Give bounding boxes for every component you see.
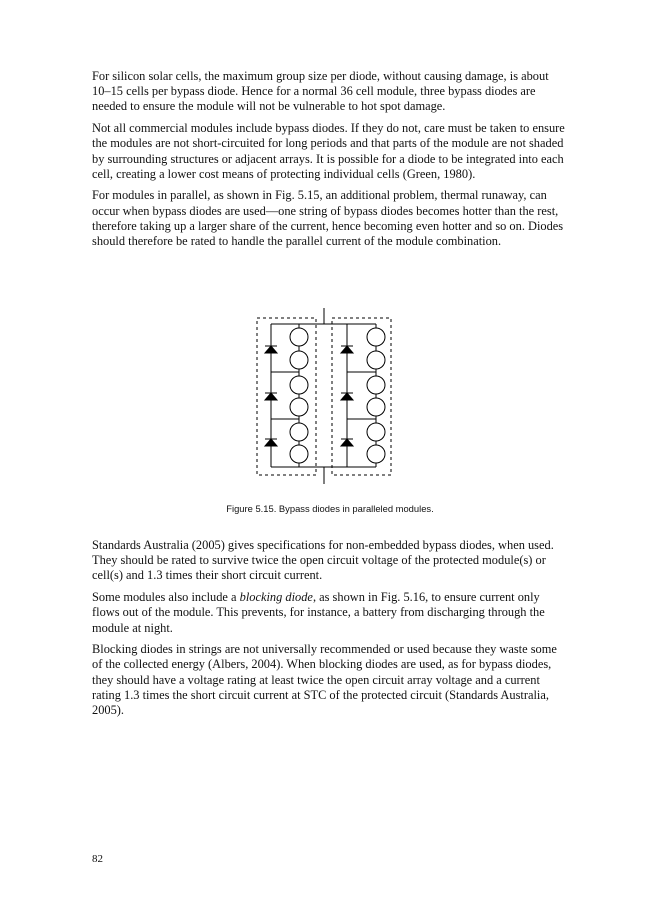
- solar-cell-left-1: [290, 328, 308, 346]
- bypass-diode-right-3-icon: [341, 439, 353, 446]
- solar-cell-right-4: [367, 398, 385, 416]
- blocking-text-after: , as shown in Fig. 5.16, to ensure current only flows out of the module. This prevents, for instance, a battery from discharging through the module at night.: [92, 590, 545, 635]
- solar-cell-left-3: [290, 376, 308, 394]
- body-text-top: [92, 69, 566, 256]
- paragraph-standards: Standards Australia (2005) gives specifications for non-embedded bypass diodes, when used. They should be rated to survive twice the open circuit voltage of the protected module(s) or cell(s) and 1.3 times their short circuit current.: [92, 538, 554, 583]
- bypass-diode-right-2-icon: [341, 393, 353, 400]
- solar-cell-left-5: [290, 423, 308, 441]
- body-text-bottom: [92, 538, 566, 725]
- module-left: [265, 324, 308, 467]
- solar-cell-right-6: [367, 445, 385, 463]
- blocking-text-before: Some modules also include a: [92, 590, 240, 605]
- solar-cell-right-2: [367, 351, 385, 369]
- bypass-diode-left-2-icon: [265, 393, 277, 400]
- module-right: [341, 324, 385, 467]
- solar-cell-right-3: [367, 376, 385, 394]
- bypass-diode-left-3-icon: [265, 439, 277, 446]
- paragraph-blocking-strings: Blocking diodes in strings are not universally recommended or used because they waste some of the collected energy (Albers, 2004). When blocking diodes are used, as for bypass diodes, they should have a voltage rating at least twice the open circuit array voltage and a current rating 1.3 times the short circuit current at STC of the protected circuit (Standards Australia, 2005).: [92, 642, 557, 718]
- solar-cell-left-2: [290, 351, 308, 369]
- figure-caption: Figure 5.15. Bypass diodes in paralleled modules.: [226, 503, 434, 514]
- solar-cell-right-5: [367, 423, 385, 441]
- blocking-diode-term: blocking diode: [239, 590, 313, 605]
- paragraph-blocking-diode: [92, 590, 566, 636]
- solar-cell-left-4: [290, 398, 308, 416]
- paragraph-bypass-group-size: For silicon solar cells, the maximum group size per diode, without causing damage, is about 10–15 cells per bypass diode. Hence for a normal 36 cell module, three bypass diodes are needed to ensure the module will not be vulnerable to hot spot damage.: [92, 69, 549, 114]
- solar-cell-right-1: [367, 328, 385, 346]
- paragraph-thermal-runaway: For modules in parallel, as shown in Fig. 5.15, an additional problem, thermal runaway, can occur when bypass diodes are used—one string of bypass diodes becomes hotter than the rest, therefore taking up a larger share of the current, hence becoming even hotter and so on. Diodes should therefore be rated to handle the parallel current of the module combination.: [92, 188, 564, 249]
- paragraph-commercial-modules: Not all commercial modules include bypass diodes. If they do not, care must be taken to ensure the modules are not short-circuited for long periods and that parts of the module are not shaded by surrounding structures or adjacent arrays. It is possible for a diode to be integrated into each cell, creating a lower cost means of protecting individual cells (Green, 1980).: [92, 121, 565, 181]
- page-number: 82: [92, 853, 103, 865]
- bypass-diode-right-1-icon: [341, 346, 353, 353]
- solar-cell-left-6: [290, 445, 308, 463]
- figure-bypass-diodes-parallel: [252, 308, 400, 488]
- bypass-diode-left-1-icon: [265, 346, 277, 353]
